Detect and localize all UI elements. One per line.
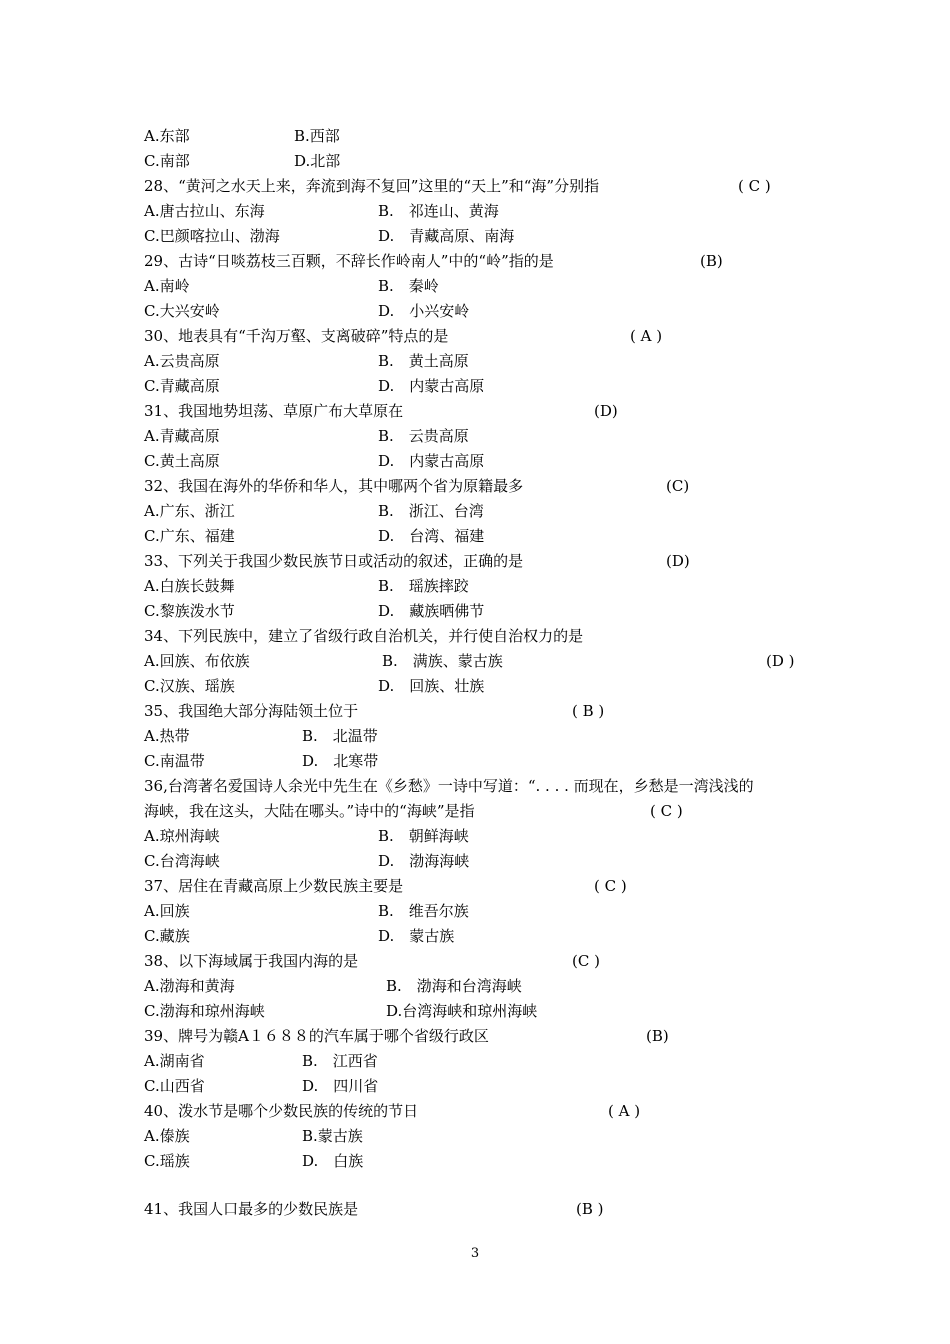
option-c: C.南部 xyxy=(144,152,190,170)
option-c: C.大兴安岭 xyxy=(144,302,220,320)
question-text: 37、居住在青藏高原上少数民族主要是 xyxy=(144,877,404,895)
answer-mark: (D) xyxy=(666,552,690,570)
option-c: C.黎族泼水节 xyxy=(144,602,235,620)
option-a: A.回族、布依族 xyxy=(144,652,250,670)
answer-mark: (B ) xyxy=(576,1200,604,1218)
option-a: A.回族 xyxy=(144,902,190,920)
question-text: 海峡，我在这头，大陆在哪头。”诗中的“海峡”是指 xyxy=(144,802,475,820)
option-d: D. 北寒带 xyxy=(302,752,379,770)
answer-mark: ( B ) xyxy=(572,702,605,720)
option-d: D. 四川省 xyxy=(302,1077,379,1095)
option-b: B. 云贵高原 xyxy=(378,427,469,445)
option-c: C.山西省 xyxy=(144,1077,205,1095)
option-b: B. 朝鲜海峡 xyxy=(378,827,469,845)
option-d: D. 台湾、福建 xyxy=(378,527,485,545)
question-text: 31、我国地势坦荡、草原广布大草原在 xyxy=(144,402,404,420)
question-text: 41、我国人口最多的少数民族是 xyxy=(144,1200,359,1218)
option-c: C.渤海和琼州海峡 xyxy=(144,1002,265,1020)
option-c: C.汉族、瑶族 xyxy=(144,677,235,695)
option-a: A.云贵高原 xyxy=(144,352,220,370)
answer-mark: ( C ) xyxy=(738,177,771,195)
answer-mark: ( C ) xyxy=(650,802,683,820)
option-c: C.巴颜喀拉山、渤海 xyxy=(144,227,280,245)
option-d: D. 内蒙古高原 xyxy=(378,377,485,395)
option-a: A.热带 xyxy=(144,727,190,745)
answer-mark: (B) xyxy=(646,1027,669,1045)
option-c: C.黄土高原 xyxy=(144,452,220,470)
option-a: A.青藏高原 xyxy=(144,427,220,445)
answer-mark: (C) xyxy=(666,477,690,495)
option-c: C.南温带 xyxy=(144,752,205,770)
answer-mark: (B) xyxy=(700,252,723,270)
question-text: 38、以下海域属于我国内海的是 xyxy=(144,952,359,970)
option-d: D. 内蒙古高原 xyxy=(378,452,485,470)
option-b: B. 维吾尔族 xyxy=(378,902,469,920)
question-text: 28、“黄河之水天上来，奔流到海不复回”这里的“天上”和“海”分别指 xyxy=(144,177,600,195)
option-b: B. 黄土高原 xyxy=(378,352,469,370)
option-b: B. 瑶族摔跤 xyxy=(378,577,469,595)
option-a: A.东部 xyxy=(144,127,190,145)
option-b: B. 祁连山、黄海 xyxy=(378,202,499,220)
option-b: B. 北温带 xyxy=(302,727,378,745)
option-b: B. 浙江、台湾 xyxy=(378,502,484,520)
option-c: C.青藏高原 xyxy=(144,377,220,395)
option-b: B. 渤海和台湾海峡 xyxy=(386,977,522,995)
option-a: A.南岭 xyxy=(144,277,190,295)
option-d: D. 渤海海峡 xyxy=(378,852,470,870)
option-b: B. 秦岭 xyxy=(378,277,439,295)
option-d: D. 白族 xyxy=(302,1152,364,1170)
question-text: 35、我国绝大部分海陆领土位于 xyxy=(144,702,359,720)
answer-mark: ( C ) xyxy=(594,877,627,895)
option-c: C.广东、福建 xyxy=(144,527,235,545)
option-a: A.渤海和黄海 xyxy=(144,977,235,995)
option-d: D.北部 xyxy=(294,152,341,170)
option-a: A.白族长鼓舞 xyxy=(144,577,235,595)
option-c: C.藏族 xyxy=(144,927,190,945)
option-d: D. 回族、壮族 xyxy=(378,677,485,695)
question-text: 39、牌号为赣A１６８８的汽车属于哪个省级行政区 xyxy=(144,1027,489,1045)
option-a: A.湖南省 xyxy=(144,1052,205,1070)
answer-mark: ( A ) xyxy=(608,1102,641,1120)
question-text: 40、泼水节是哪个少数民族的传统的节日 xyxy=(144,1102,419,1120)
option-d: D.台湾海峡和琼州海峡 xyxy=(386,1002,538,1020)
question-text: 36,台湾著名爱国诗人余光中先生在《乡愁》一诗中写道：“. . . . 而现在，乡愁是一湾浅浅的 xyxy=(144,777,754,795)
option-b: B.蒙古族 xyxy=(302,1127,363,1145)
answer-mark: ( A ) xyxy=(630,327,663,345)
option-a: A.琼州海峡 xyxy=(144,827,220,845)
question-text: 34、下列民族中，建立了省级行政自治机关，并行使自治权力的是 xyxy=(144,627,584,645)
page-number: 3 xyxy=(470,1246,480,1261)
option-b: B. 满族、蒙古族 xyxy=(382,652,503,670)
option-d: D. 小兴安岭 xyxy=(378,302,470,320)
question-text: 30、地表具有“千沟万壑、支离破碎”特点的是 xyxy=(144,327,449,345)
option-d: D. 青藏高原、南海 xyxy=(378,227,515,245)
answer-mark: (C ) xyxy=(572,952,600,970)
answer-mark: (D ) xyxy=(766,652,795,670)
option-b: B.西部 xyxy=(294,127,340,145)
option-a: A.傣族 xyxy=(144,1127,190,1145)
question-text: 33、下列关于我国少数民族节日或活动的叙述，正确的是 xyxy=(144,552,524,570)
option-d: D. 蒙古族 xyxy=(378,927,455,945)
question-text: 29、古诗“日啖荔枝三百颗，不辞长作岭南人”中的“岭”指的是 xyxy=(144,252,554,270)
question-text: 32、我国在海外的华侨和华人，其中哪两个省为原籍最多 xyxy=(144,477,524,495)
option-b: B. 江西省 xyxy=(302,1052,378,1070)
option-a: A.唐古拉山、东海 xyxy=(144,202,265,220)
option-d: D. 藏族晒佛节 xyxy=(378,602,485,620)
option-a: A.广东、浙江 xyxy=(144,502,235,520)
option-c: C.瑶族 xyxy=(144,1152,190,1170)
answer-mark: (D) xyxy=(594,402,618,420)
option-c: C.台湾海峡 xyxy=(144,852,220,870)
